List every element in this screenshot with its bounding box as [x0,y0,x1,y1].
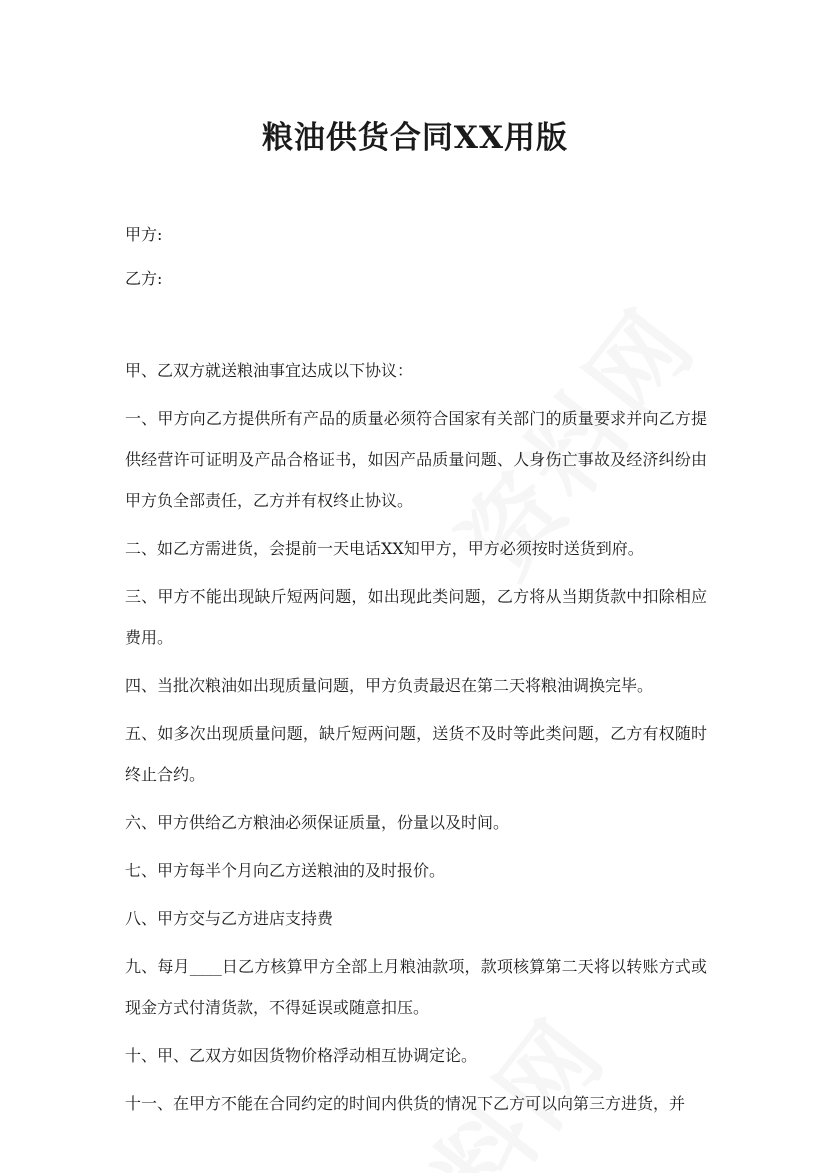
intro-clause: 甲、乙双方就送粮油事宜达成以下协议： [125,361,414,380]
clause-9: 九、每月____日乙方核算甲方全部上月粮油款项，款项核算第二天将以转账方式或现金方式付清货款，不得延误或随意扣压。 [125,957,707,1017]
clause-11: 十一、在甲方不能在合同约定的时间内供货的情况下乙方可以向第三方进货，并 [125,1094,686,1113]
clause-2: 二、如乙方需进货，会提前一天电话XX知甲方，甲方必须按时送货到府。 [125,539,644,558]
party-a-label: 甲方: [125,225,163,244]
contract-body [125,350,707,1131]
document-title: 粮油供货合同XX用版 [261,120,569,156]
clause-6: 六、甲方供给乙方粮油必须保证质量，份量以及时间。 [125,813,510,832]
clause-7: 七、甲方每半个月向乙方送粮油的及时报价。 [125,861,446,880]
clause-4: 四、当批次粮油如出现质量问题，甲方负责最迟在第二天将粮油调换完毕。 [125,676,654,695]
clause-1: 一、甲方向乙方提供所有产品的质量必须符合国家有关部门的质量要求并向乙方提供经营许可证明及产品合格证书，如因产品质量问题、人身伤亡事故及经济纠纷由甲方负全部责任，乙方并有权终止协议。 [125,409,707,510]
clause-3: 三、甲方不能出现缺斤短两问题，如出现此类问题，乙方将从当期货款中扣除相应费用。 [125,587,707,647]
party-b-label: 乙方: [125,269,163,288]
clause-8: 八、甲方交与乙方进店支持费 [125,909,334,928]
clause-5: 五、如多次出现质量问题，缺斤短两问题，送货不及时等此类问题，乙方有权随时终止合约。 [125,724,707,784]
clause-10: 十、甲、乙双方如因货物价格浮动相互协调定论。 [125,1046,478,1065]
